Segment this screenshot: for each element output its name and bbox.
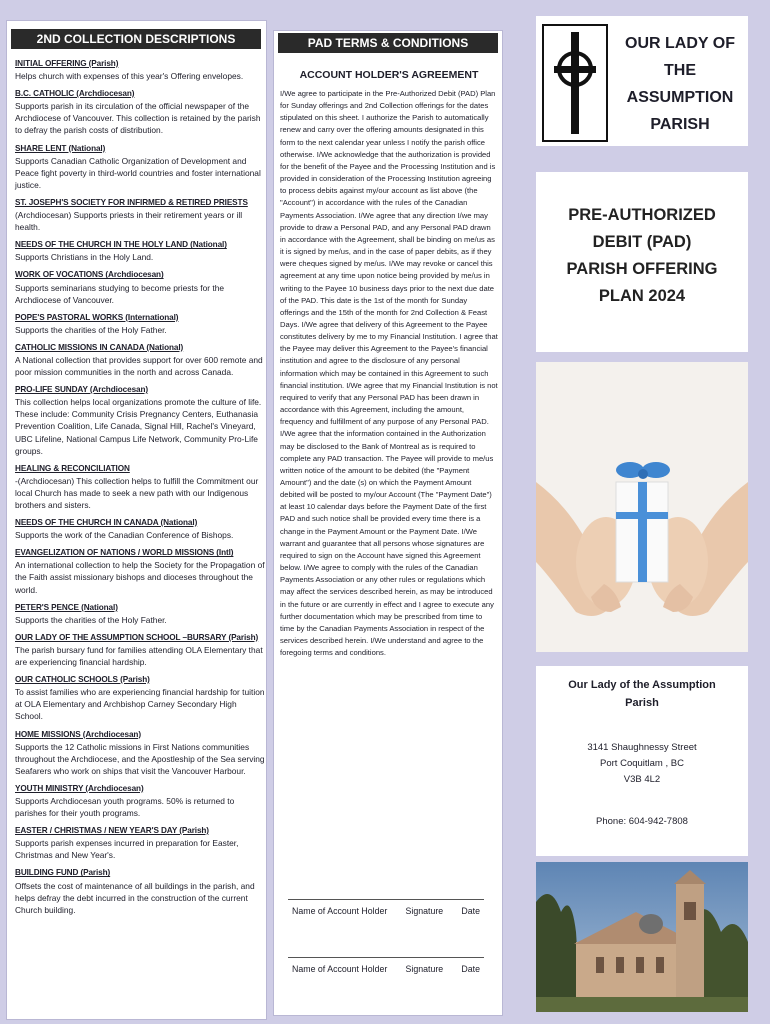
address-line: 3141 Shaughnessy Street <box>587 742 697 753</box>
collection-description: Supports the charities of the Holy Father. <box>15 614 167 625</box>
collection-description: Supports the work of the Canadian Conference of Bishops. <box>15 530 234 541</box>
collection-description: Supports the 12 Catholic missions in First Nations communities throughout the Archdiocese, and the Apostleship of the Sea serving Seafarers who work on ships that visit the Vancouver Harbour. <box>15 741 265 776</box>
agreement-title: ACCOUNT HOLDER'S AGREEMENT <box>299 69 479 81</box>
collection-title: POPE'S PASTORAL WORKS (International) <box>15 312 179 322</box>
collection-title: YOUTH MINISTRY (Archdiocesan) <box>15 783 144 793</box>
collection-descriptions-panel <box>6 20 267 1020</box>
parish-name-line: OUR LADY OF <box>625 35 735 52</box>
agreement-text <box>280 88 498 659</box>
collection-item <box>15 87 265 136</box>
church-image <box>536 862 748 1012</box>
collection-description: -(Archdiocesan) This collection helps to fulfill the Commitment our local Church has made to seek a new path with our Indigenous brothers and sisters. <box>15 475 259 510</box>
signature-block-1 <box>288 899 484 916</box>
collection-title: ST. JOSEPH'S SOCIETY FOR INFIRMED & RETIRED PRIESTS <box>15 197 248 207</box>
gift-hands-image <box>536 362 748 652</box>
collection-title: OUR LADY OF THE ASSUMPTION SCHOOL –BURSARY (Parish) <box>15 632 259 642</box>
collection-title: WORK OF VOCATIONS (Archdiocesan) <box>15 270 164 280</box>
parish-name-line: ASSUMPTION <box>626 89 734 106</box>
name-label: Name of Account Holder <box>292 964 388 974</box>
collection-title: HEALING & RECONCILIATION <box>15 463 130 473</box>
collection-title: OUR CATHOLIC SCHOOLS (Parish) <box>15 675 150 685</box>
address-line: Port Coquitlam , BC <box>600 758 684 769</box>
name-label: Name of Account Holder <box>292 906 388 916</box>
collection-description: Supports Christians in the Holy Land. <box>15 252 154 263</box>
collection-description: To assist families who are experiencing financial hardship for tuition at OLA Elementary and Archbishop Carney Secondary High School. <box>15 687 265 722</box>
collection-item <box>15 196 265 233</box>
address-name-line: Our Lady of the Assumption <box>568 679 716 691</box>
collection-description: Supports Canadian Catholic Organization of Development and Peace fight poverty in third-world countries and foster international justice. <box>15 155 261 190</box>
signature-label: Signature <box>405 906 444 916</box>
collection-item <box>15 728 265 777</box>
collection-item <box>15 57 265 82</box>
collection-description: A National collection that provides support for over 600 remote and poor mission communities in the north and across Canada. <box>15 354 263 378</box>
cross-logo-icon <box>542 24 608 142</box>
collection-title: INITIAL OFFERING (Parish) <box>15 59 119 68</box>
phone-number: Phone: 604-942-7808 <box>596 816 688 827</box>
collection-item <box>15 462 265 511</box>
date-label: Date <box>461 906 480 916</box>
collection-item <box>15 142 265 191</box>
address-lines <box>536 740 748 788</box>
collection-title: NEEDS OF THE CHURCH IN THE HOLY LAND (National) <box>15 240 227 250</box>
collection-item <box>15 516 265 541</box>
collection-descriptions-header: 2ND COLLECTION DESCRIPTIONS <box>11 29 261 49</box>
collection-description: Helps church with expenses of this year's Offering envelopes. <box>15 71 244 82</box>
pad-terms-panel <box>273 30 503 1016</box>
collection-item <box>15 341 265 378</box>
collection-title: B.C. CATHOLIC (Archdiocesan) <box>15 89 135 99</box>
collection-title: PETER'S PENCE (National) <box>15 602 118 612</box>
collection-description: This collection helps local organizations promote the culture of life. These include: Community Crisis Pregnancy Centers, Euthanasia Prevention Coalition, Life Canada, Signal Hill, Rachel's Vineyard, UBC Lifeline, National Campus Life Network, Community Pro-Life groups. <box>15 397 262 456</box>
agreement-body: I/We agree to participate in the Pre-Authorized Debit (PAD) Plan for Sunday offerings and 2nd Collection offerings for the dates stipulated on this sheet. I authorize the Parish to automatically renew and carry over the offering amounts designated in this form to the next calendar year unless I notify the parish office otherwise. I/We acknowledge that the authorization is provided for the benefit of the Payee and the Processing Institution and is provided in consideration of the Processing Institution agreeing to process debits against my/our account as list above (the "Account") in accordance with the rules of the Canadian Payments Association. I/We agree that any direction I/we may provide to draw a Personal PAD, and any Personal PAD drawn in accordance with the Agreement, shall be binding on me/us as it is signed by me/us, and in the case of paper debits, as if they were cheques signed by me/us. I/We may revoke or cancel this agreement at any time upon notice being provided by me/us in writing to the Payee 10 business days prior to the next due date of the PAD. This date is the 1st of the month for Sunday offerings and the 15th of the month for 2nd Collection & Feast Days. I/We agree that delivery of this Agreement to the Payee constitutes delivery by me to my Financial Institution. I agree that the Payee may deliver this Agreement to the Payee's financial institution and agree to the disclosure of any personal information which may be contained in this Agreement to such financial institution. I/We agree that my Financial Institution is not required to verify that any Personal PAD has been drawn in accordance with this Agreement, including the amount, frequency and fulfillment of any purpose of any Personal PAD. I/We agree that the information contained in the Authorization may be disclosed to the Bank of Montreal as is required to complete any PAD transaction. The Payee will provide to me/us written notice of the amount to be debited (the "Payment Amount") and the date (s) on which the Payment Amount debited will be posted to my/our Account (The "Payment Date") at least 10 calendar days before the Payment Date of the first PAD and such notice shall be provided every time there is a change in the Payment Amount or the Payment Date. I/We warrant and guarantee that all persons whose signatures are required to sign on the Account have signed this Agreement below. I/We agree to comply with the rules of the Canadian Payments Association or any other rules or regulations which may affect the services described herein, as may be introduced in the future or are currently in effect and I agree to execute any further documentation which may be prescribed from time to time by the Canadian Payments Association in respect of the services described herein. I/We understand and agree to the foregoing terms and conditions. <box>280 89 498 658</box>
signature-line[interactable] <box>288 957 484 958</box>
pad-terms-header: PAD TERMS & CONDITIONS <box>278 33 498 53</box>
collection-item <box>15 546 265 595</box>
collection-description: Supports seminarians studying to become priests for the Archdiocese of Vancouver. <box>15 282 225 305</box>
collection-description: Offsets the cost of maintenance of all buildings in the parish, and helps defray the debt incurred in the construction of the current Church building. <box>15 880 255 915</box>
collection-item <box>15 268 265 305</box>
collection-item <box>15 631 265 668</box>
address-line: V3B 4L2 <box>623 774 661 785</box>
plan-title-line: PRE-AUTHORIZED <box>568 206 716 224</box>
collection-title: PRO-LIFE SUNDAY (Archdiocesan) <box>15 385 149 395</box>
parish-name-line: PARISH <box>650 116 710 133</box>
collection-item <box>15 238 265 263</box>
collection-description: Supports parish in its circulation of the official newspaper of the Archdiocese of Vancouver. This collection is retained by the parish to defray the parish costs of distribution. <box>15 101 261 136</box>
collection-list <box>15 57 265 921</box>
plan-title-box <box>536 172 748 352</box>
collection-description: The parish bursary fund for families attending OLA Elementary that are experiencing financial hardship. <box>15 644 263 668</box>
parish-logo-box <box>536 16 748 146</box>
plan-title <box>536 202 748 310</box>
collection-title: NEEDS OF THE CHURCH IN CANADA (National) <box>15 518 198 528</box>
collection-title: EVANGELIZATION OF NATIONS / WORLD MISSIONS (Intl) <box>15 548 234 558</box>
collection-description: An international collection to help the Society for the Propagation of the Faith assist missionary bishops and dioceses throughout the world. <box>15 560 265 595</box>
collection-item <box>15 782 265 819</box>
collection-title: EASTER / CHRISTMAS / NEW YEAR'S DAY (Parish) <box>15 826 209 836</box>
address-box <box>536 666 748 856</box>
collection-title: BUILDING FUND (Parish) <box>15 868 111 878</box>
collection-item <box>15 824 265 861</box>
plan-title-line: PLAN 2024 <box>598 287 686 305</box>
collection-title: HOME MISSIONS (Archdiocesan) <box>15 729 141 739</box>
collection-item <box>15 866 265 915</box>
address-parish-name <box>536 676 748 712</box>
collection-item <box>15 383 265 457</box>
parish-name <box>616 30 744 138</box>
address-name-line: Parish <box>625 697 659 709</box>
collection-item <box>15 601 265 626</box>
plan-title-line: PARISH OFFERING <box>566 260 718 278</box>
date-label: Date <box>461 964 480 974</box>
collection-item <box>15 673 265 722</box>
plan-title-line: DEBIT (PAD) <box>592 233 692 251</box>
collection-description: Supports the charities of the Holy Father. <box>15 324 167 335</box>
collection-description: Supports Archdiocesan youth programs. 50% is returned to parishes for their youth programs. <box>15 795 235 819</box>
collection-title: SHARE LENT (National) <box>15 143 106 153</box>
collection-item <box>15 311 265 336</box>
collection-title: CATHOLIC MISSIONS IN CANADA (National) <box>15 342 184 352</box>
signature-block-2 <box>288 957 484 974</box>
signature-label: Signature <box>405 964 444 974</box>
parish-name-line: THE <box>664 62 696 79</box>
signature-line[interactable] <box>288 899 484 900</box>
collection-description: Supports parish expenses incurred in preparation for Easter, Christmas and New Year's. <box>15 838 239 861</box>
collection-description: (Archdiocesan) Supports priests in their retirement years or ill health. <box>15 210 243 233</box>
